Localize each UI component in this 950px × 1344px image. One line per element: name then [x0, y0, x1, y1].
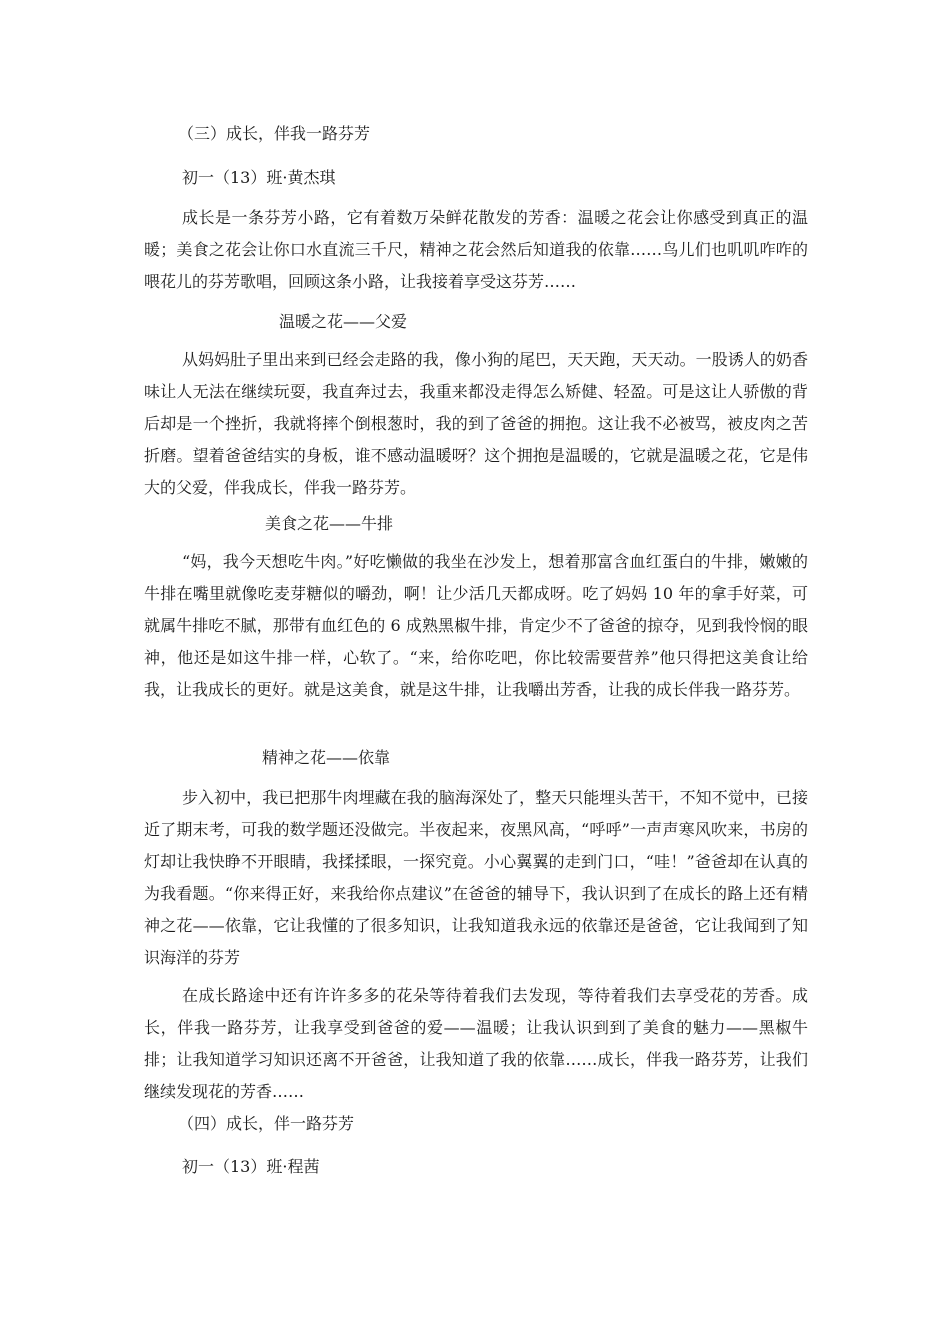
section-3-author: 初一（13）班·黄杰琪 — [182, 168, 336, 187]
spirit-flower-paragraph: 步入初中，我已把那牛肉埋藏在我的脑海深处了，整天只能埋头苦干，不知不觉中，已接近了期末考，可我的数学题还没做完。半夜起来，夜黑风高，“呼呼”一声声寒风吹来，书房的灯却让我快睁不开眼睛，我揉揉眼，一探究竟。小心翼翼的走到门口，“哇！”爸爸却在认真的为我看题。“你来得正好，来我给你点建议”在爸爸的辅导下，我认识到了在成长的路上还有精神之花——依靠，它让我懂的了很多知识，让我知道我永远的依靠还是爸爸，它让我闻到了知识海洋的芬芳 — [144, 788, 808, 967]
section-3-heading: （三）成长，伴我一路芬芳 — [178, 124, 371, 143]
conclusion-paragraph: 在成长路途中还有许许多多的花朵等待着我们去发现，等待着我们去享受花的芳香。成长，伴我一路芬芳，让我享受到爸爸的爱——温暖；让我认识到到了美食的魅力——黑椒牛排；让我知道学习知识还离不开爸爸，让我知道了我的依靠……成长，伴我一路芬芳，让我们继续发现花的芳香…… — [144, 986, 808, 1101]
section-4-heading: （四）成长，伴一路芬芳 — [178, 1114, 355, 1133]
subheading-food-flower: 美食之花——牛排 — [265, 514, 394, 533]
subheading-warmth-flower: 温暖之花——父爱 — [279, 312, 408, 331]
section-4-author: 初一（13）班·程茜 — [182, 1157, 320, 1176]
section-3-intro-paragraph: 成长是一条芬芳小路，它有着数万朵鲜花散发的芳香：温暖之花会让你感受到真正的温暖；美食之花会让你口水直流三千尺，精神之花会然后知道我的依靠……鸟儿们也叽叽咋咋的喂花儿的芬芳歌唱，回顾这条小路，让我接着享受这芬芳…… — [144, 208, 808, 291]
food-flower-paragraph: “妈，我今天想吃牛肉。”好吃懒做的我坐在沙发上，想着那富含血红蛋白的牛排，嫩嫩的牛排在嘴里就像吃麦芽糖似的嚼劲，啊！让少活几天都成呀。吃了妈妈 10 年的拿手好菜，可就属牛排吃不腻，那带有血红色的 6 成熟黑椒牛排，肯定少不了爸爸的掠夺，见到我怜悯的眼神，他还是如这牛排一样，心软了。“来，给你吃吧，你比较需要营养”他只得把这美食让给我，让我成长的更好。就是这美食，就是这牛排，让我嚼出芳香，让我的成长伴我一路芬芳。 — [144, 552, 808, 699]
warmth-flower-paragraph: 从妈妈肚子里出来到已经会走路的我，像小狗的尾巴，天天跑，天天动。一股诱人的奶香味让人无法在继续玩耍，我直奔过去，我重来都没走得怎么矫健、轻盈。可是这让人骄傲的背后却是一个挫折，我就将摔个倒根葱时，我的到了爸爸的拥抱。这让我不必被骂，被皮肉之苦折磨。望着爸爸结实的身板，谁不感动温暖呀？这个拥抱是温暖的，它就是温暖之花，它是伟大的父爱，伴我成长，伴我一路芬芳。 — [144, 350, 808, 497]
subheading-spirit-flower: 精神之花——依靠 — [262, 748, 391, 767]
